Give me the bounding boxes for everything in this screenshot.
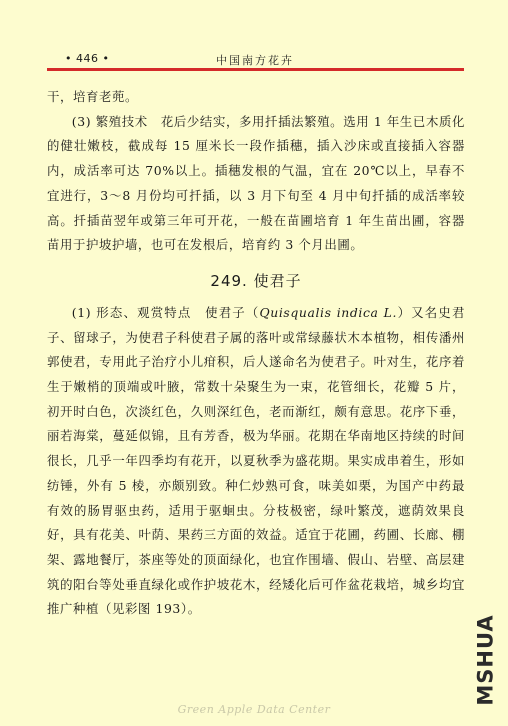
header-rule — [47, 68, 464, 71]
page-header — [47, 52, 463, 68]
running-title: 中国南方花卉 — [216, 54, 294, 67]
side-watermark: MSHUA — [474, 614, 499, 706]
latin-name: Quisqualis indica L. — [259, 304, 397, 320]
morphology-paragraph — [47, 301, 465, 622]
morphology-text-start: (1) 形态、观赏特点 使君子（ — [71, 304, 260, 320]
section-title: 249. 使君子 — [210, 271, 302, 290]
morphology-text-rest: ）又名史君子、留球子，为使君子科使君子属的落叶或常绿藤状木本植物，相传潘州郭使君，专用此子治疗小儿疳积，后人遂命名为使君子。叶对生，花序着生于嫩梢的顶端或叶腋，常数十朵聚生为一束，花管细长，花瓣 5 片，初开时白色，次淡红色，久则深红色，老而渐红，颇有意思。花序下垂，丽若海棠，蔓延似锦，且有芳香，极为华丽。花期在华南地区持续的时间很长，几乎一年四季均有花开，以夏秋季为盛花期。果实成串着生，形如纺锤，外有 5 棱，亦颇别致。种仁炒熟可食，味美如栗，为国产中药最有效的肠胃驱虫药，适用于驱蛔虫。分枝极密，绿叶繁茂，遮荫效果良好，具有花美、叶荫、果药三方面的效益。适宜于花圃，药圃、长廊、棚架、露地餐厅，茶座等处的顶面绿化，也宜作围墙、假山、岩壁、高层建筑的阳台等处垂直绿化或作护坡花木，经矮化后可作盆花栽培，城乡均宜推广种植（见彩图 193）。 — [47, 304, 466, 617]
page-body — [47, 85, 465, 622]
propagation-paragraph: (3) 繁殖技术 花后少结实，多用扦插法繁殖。选用 1 年生已木质化的健壮嫩枝，截成每 15 厘米长一段作插穗，插入沙床或直接插入容器内，成活率可达 70%以上。插穗发根的气温，宜在 20℃以上，早春不宜进行，3～8 月份均可扦插，以 3 月下旬至 4 月中旬扦插的成活率较高。扦插苗翌年或第三年可开花，一般在苗圃培育 1 年生苗出圃，容器苗用于护坡护墙，也可在发根后，培育约 3 个月出圃。 — [47, 113, 465, 253]
page-number: • 446 • — [65, 52, 110, 65]
continuation-paragraph: 干，培育老蔸。 — [47, 89, 138, 104]
bottom-watermark: Green Apple Data Center — [177, 703, 331, 716]
